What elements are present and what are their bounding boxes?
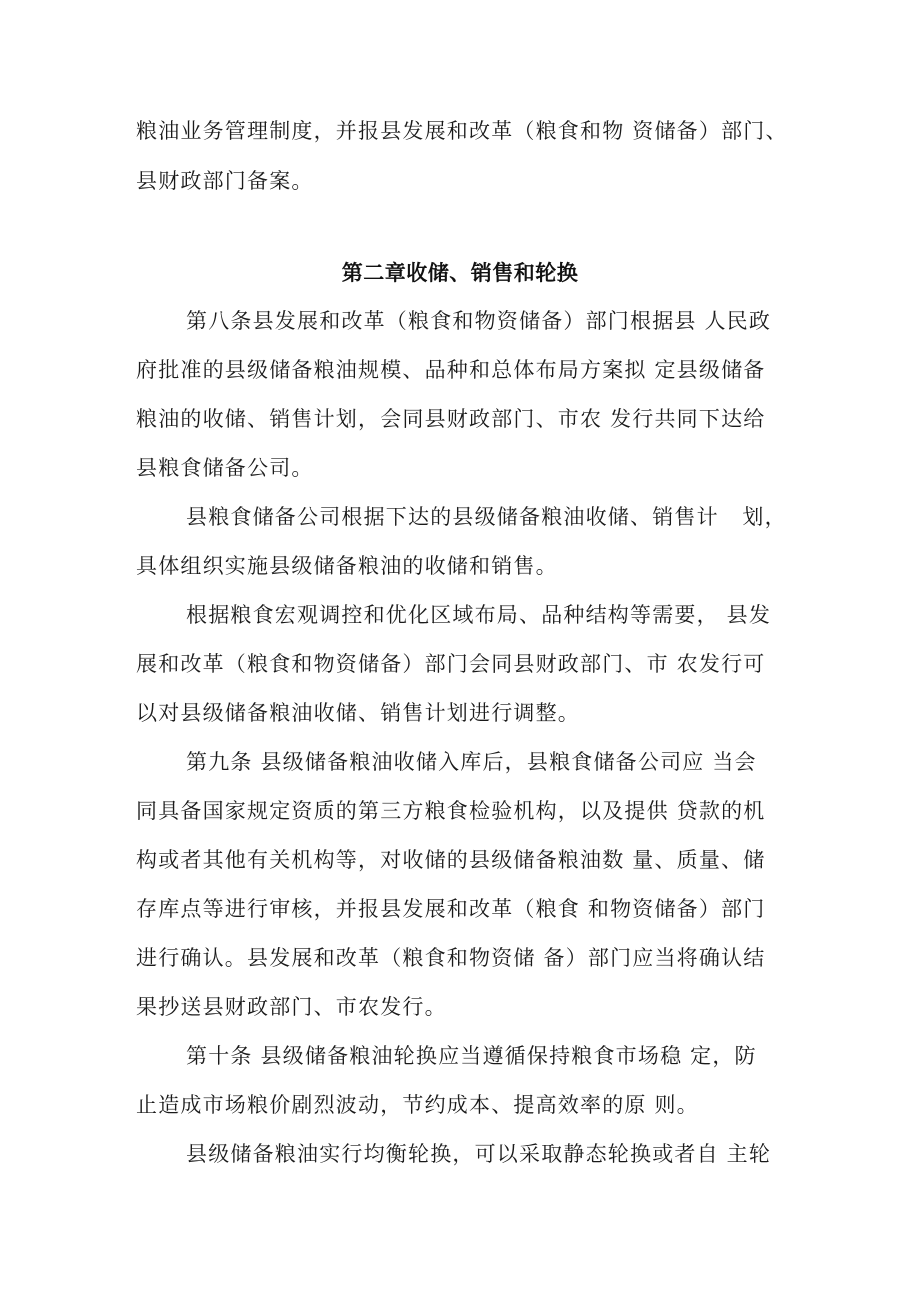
text-line: 进行确认。县发展和改革（粮食和物资储 备）部门应当将确认结 <box>136 946 766 970</box>
text-line: 以对县级储备粮油收储、销售计划进行调整。 <box>136 701 580 725</box>
text-line: 县粮食储备公司。 <box>136 456 314 480</box>
text-line: 展和改革（粮食和物资储备）部门会同县财政部门、市 农发行可 <box>136 652 766 676</box>
text-line: 县财政部门备案。 <box>136 169 314 193</box>
text-line: 止造成市场粮价剧烈波动，节约成本、提高效率的原 则。 <box>136 1093 699 1117</box>
text-line: 同具备国家规定资质的第三方粮食检验机构，以及提供 贷款的机 <box>136 799 766 823</box>
paragraph-line: 县粮食储备公司根据下达的县级储备粮油收储、销售计 划， <box>186 505 787 529</box>
text-line: 果抄送县财政部门、市农发行。 <box>136 995 447 1019</box>
text-line: 粮油业务管理制度，并报县发展和改革（粮食和物 资储备）部门、 <box>136 119 788 143</box>
text-line: 府批准的县级储备粮油规模、品种和总体布局方案拟 定县级储备 <box>136 358 766 382</box>
paragraph-article-8-line: 第八条县发展和改革（粮食和物资储备）部门根据县 人民政 <box>186 309 772 333</box>
paragraph-line: 县级储备粮油实行均衡轮换，可以采取静态轮换或者自 主轮 <box>186 1142 772 1166</box>
text-line: 构或者其他有关机构等，对收储的县级储备粮油数 量、质量、储 <box>136 848 766 872</box>
paragraph-article-10-line: 第十条 县级储备粮油轮换应当遵循保持粮食市场稳 定，防 <box>186 1044 757 1068</box>
paragraph-line: 根据粮食宏观调控和优化区域布局、品种结构等需要， 县发 <box>186 603 772 627</box>
paragraph-article-9-line: 第九条 县级储备粮油收储入库后，县粮食储备公司应 当会 <box>186 750 757 774</box>
text-line: 粮油的收储、销售计划，会同县财政部门、市农 发行共同下达给 <box>136 407 766 431</box>
text-line: 具体组织实施县级储备粮油的收储和销售。 <box>136 554 558 578</box>
chapter-heading: 第二章收储、销售和轮换 <box>341 261 579 285</box>
text-line: 存库点等进行审核，并报县发展和改革（粮食 和物资储备）部门 <box>136 897 766 921</box>
